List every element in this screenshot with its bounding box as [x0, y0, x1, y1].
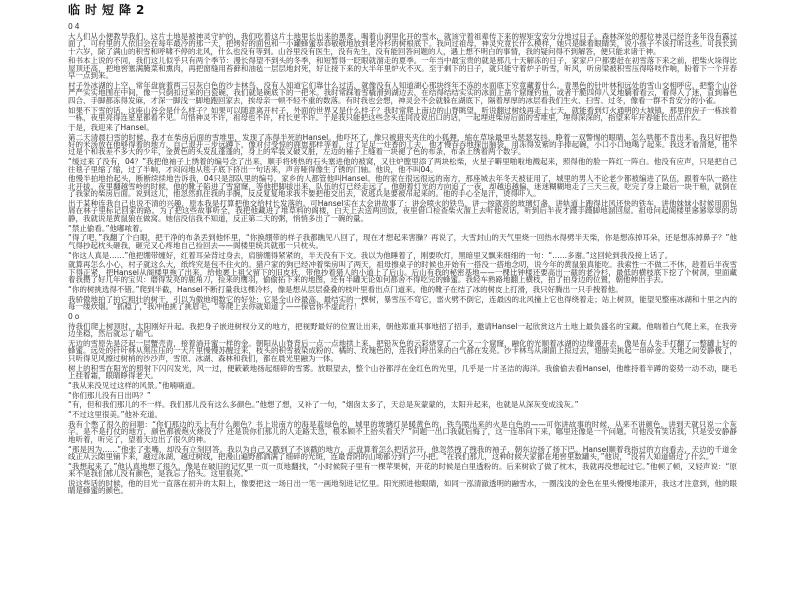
story-paragraph: 说这些话的时候，他的目光一直落在初升的太阳上，像要把这一场日出一笔一画地刻进记忆里。阳光照进他眼睛，如同一泓清澈透明的融雪水，一圈浅浅的金色在里头慢慢地漾开，我这才注意到，他的眼睛是蜂蜜的颜色。 [68, 479, 737, 496]
story-paragraph: 我骄傲地拍了拍它粗壮的树干，引以为傲地细数它的好处：它是全山谷最高、最结实的一棵树，暴雪压不弯它，雷火劈不倒它，连最凶的北风撞上它也得绕着走；站上树顶，能望见整座冰湖和十里之内的每一缕炊烟。“抓稳了，”我冲他挑了挑眉毛，“等爬上去你就知道了——保管你不虚此行！” [68, 294, 737, 312]
story-paragraph: “你的树挑选得不错。”爬到半截，Hansel不断打量我这棵冷杉，像是想从层层叠叠的枝叶里看出点门道来。他的靴子在结了冰的树皮上打滑，我只好腾出一只手拽着他。 [68, 285, 623, 295]
story-paragraph: 出于某种连我自己也说不清的兴趣，原本我是打算把他交给村长发落的。可Hansel实在太会讲故事了：讲会喷火的铁鸟，讲一按就亮的玻璃灯盏，讲轨道上跑得比风还快的铁车，讲他妹妹小时候用面包屑在林子里标记回家的路。为了把这些故事听全，我把他藏进了堆草料的阁楼，白天上去送两回饭，夜里借口检查柴火溜上去听他说话，听到后半夜才蹑手蹑脚地溜回屋。祖母问起阁楼里窸窸窣窣的动静，我就说是黄鼠狼在做窝。她信没信我不知道，反正第二天的粥，悄悄多出了一碗的量。 [68, 199, 737, 223]
story-paragraph: “不过这里很美。”他补充道。 [68, 410, 163, 420]
story-paragraph: “有，但和我们那儿的不一样。我们那儿没有这么多颜色。”他想了想，又补了一句，“烟囱太多了，天总是灰蒙蒙的，太阳升起来，也就是从深灰变成浅灰。” [68, 400, 579, 410]
chapter-marker: 04 [68, 22, 82, 31]
story-paragraph: 如果不下雪的话，这座山谷会是什么样子？如果可以随意离开村子，外面的世界又是什么样子？我时常爬上南边的山脊眺望，听说翻过树线再走上七天，就能看到灯火通明的大城镇，那里的房子一栋挨着一栋，夜里亮得连星星都看不见。可惜神灵不许，祖母也不许，村长更不许。于是我只能把这些念头连同没说出口的话，一起埋进柴房后面的雪堆里，埋得深深的，指望来年开春能长出点什么。 [68, 105, 737, 123]
story-paragraph: 和书本上说的不同，我们这儿似乎只有两个季节：漫长得望不到头的冬季，和短暂得一眨眼就溜走的夏季。一年当中最宝贵的就是那几十天解冻的日子，家家户户都要赶在初雪落下来之前，把柴火垛得比屋顶还高，把地窖塞满腌菜和熏肉，再把窗缝用苔藓和油毡一层层地封死，好让接下来的大半年里炉火不灭。至于剩下的日子，就只能守着炉子听雪，听风，听房梁被积雪压得咯吱作响，盼着下一个开春早一点到来。 [68, 56, 737, 81]
story-paragraph: 于是，我迎来了Hansel。 [68, 122, 154, 132]
story-paragraph: “那是因为……”他张了张嘴，却没有立刻回答。我以为自己又戳到了不该戳的地方，正盘算着怎么把话岔开，他忽然拽了拽我的袖子，朝东边扬了扬下巴。Hansel顺着我指过的方向看去，天边的千道金线正从云隙里铺下来，越过冰湖，越过树线，把漫山遍野都洒满了细碎的光斑，连最背阴的山坳都分到了一小把。“在我们那儿，这种时候大家都在地窖里数罐头，”他说，“没有人知道错过了什么。” [68, 444, 737, 462]
story-paragraph: 我有个憋了很久的问题：“你们那边的天上有什么颜色？书上说南方的海是蓝绿色的，城里的玻璃灯是暖黄色的，铁鸟喷出来的火是白色的——可你讲故事的时候，从来不讲颜色，讲到天就只说一个灰字。是不是打仗的地方，颜色都被炮火烧没了？还是说你们那儿的人走路太急，根本顾不上抬头看天？”问题一出口我就后悔了，这一连串问下来，哪里还像是一个问题。可他没有笑话我，只是安安静静地听着，听完了，望着天边出了很久的神。 [68, 420, 737, 444]
story-paragraph: “缓过来了没有，04？”我把他袖子上绣着的编号念了出来，顺手将烤热的石头塞进他的被窝，又往炉膛里添了两块松柴，火星子噼里啪啦地溅起来，照得他的脸一阵红一阵白。他没有应声，只是把自己往毯子里缩了缩，过了半晌，才闷闷地从毯子底下挤出一句话来，声音哑得像生了锈的门轴。他说，他不叫04。 [68, 157, 737, 174]
story-paragraph: “我从来没见过这样的风景。”他喃喃道。 [68, 380, 200, 390]
story-paragraph: 待我们爬上树顶时，太阳刚好升起。我把身子嵌进树杈分叉的地方，把视野最好的位置让出来，朝他郑重其事地招了招手，邀请Hansel一起欣赏这片土地上最负盛名的宝藏。他喘着白气爬上来，在我旁边坐稳，然后就忘了喘气。 [68, 321, 737, 339]
page-title: 临时短降2 [68, 3, 150, 17]
story-paragraph: “你们那儿没有日出吗？” [68, 390, 151, 400]
story-paragraph: 无边的雪原先是泛起一层蟹壳青，接着淌开蜜一样的金。朝阳从山脊背后一点一点地拱上来，把铅灰色的云彩烧穿了一个又一个窟窿，融化的光顺着冰湖的边缘漫开去，像是有人失手打翻了一整罐上好的蜂蜜。远处的针叶林从黑压压的一大片里慢慢苏醒过来，枝头的积雪被染成粉的、橘的、玫瑰色的，连我们呼出来的白气都在发亮。沙卡林鸟从湖面上掠过去，翅膀尖挑起一串碎金。天地之间安静极了，只听得见风擦过树梢的沙沙声，雪原、冰湖、森林和我们，都在晨光里融为一体。 [68, 339, 737, 363]
story-paragraph: 第二天清晨扫雪的时候，我才在柴房后面的雪堆里，发现了冻得半死的Hansel。他吓坏了，像只被猎夹夹住的小狐狸，缩在草垛最里头瑟瑟发抖，睁着一双警惕的眼睛，怎么哄都不肯出来。我只好把热好的米汤放在他够得着的地方，自己退开三步远蹲下，像对付受惊的鹿崽那样等着。过了足足一炷香的工夫，他才慢吞吞地探出脑袋，用冻得发紫的手捧起碗，小口小口地喝了起来。我这才看清楚，他不过是个和我差不多大的少年，金黄色的头发乱蓬蓬的，身上的军装又破又脏，左边的袖子上缝着一块褪了色的布条，布条上绣着两个数字。 [68, 132, 737, 157]
paragraph-list [68, 23, 737, 495]
scene-separator: 0o [68, 312, 82, 322]
story-paragraph: “禁止偷看。”他嘟哝着。 [68, 223, 148, 233]
story-paragraph: 树上的积雪在阳光的照射下闪闪发光，风一过，便簌簌地扬起细碎的雪雾。放眼望去，整个山谷都浮在金红色的光里，几乎是一片圣洁的海洋。我偷偷去看Hansel，他维持着半蹲的姿势一动不动，睫毛上挂着霜，眼睛睁得老大。 [68, 363, 737, 381]
story-paragraph: 他慢半拍地抬起头，断断续续地告诉我，04只是部队里的编号，家乡的人都管他叫Hansel。他的家在很远很远的南方，那座城去年冬天被征用了，城里的男人不论老少都被编进了队伍，跟着车队一路往北开拔。夜里翻越雪岭的时候，他的靴子陷进了雪窟窿，等他把脚拔出来，队伍的灯已经走远了。他朝着灯光的方向追了一夜，却越追越偏，迷迷糊糊地走了三天三夜，吃完了身上最后一块干粮，就倒在了我家的柴房后面。说到这儿，他忽然抓住我的手腕，反反复复地求我不要把他交出去，说逃兵是要被吊起来的。他的手心全是汗，烫得吓人。 [68, 174, 737, 199]
story-paragraph: “你这人真是……”他把绷带缠好，红着耳朵背过身去，肩膀绷得紧紧的，半天没有下文。我以为他睡着了，刚要吹灯，黑暗里又飘来细细的一句：“……多谢。”这回轮到我没接上话了。 [68, 250, 673, 260]
story-paragraph: 村子外冰湖的上空，常年盘旋着两三只灰白色的沙卡林鸟，没有人知道它们靠什么过活，就像没有人知道湖心那块终年不冻的水面底下究竟藏着什么。青黑色的针叶林和远处的雪山交相呼应，把整个山谷严严实实地围在中间，像一只倒扣过来的白瓷碗，我们就是碗底下的一把米。我时常踩着雪橇滑到湖边去，在结得结结实实的冰面上凿个窟窿钓鱼，或者干脆四仰八叉地躺着看云，看得入了迷，直到暮色四合、手脚都冻得发麻，才深一脚浅一脚地跑回家去，挨母亲一顿不轻不重的数落。有时我也会想，神灵会不会就躲在湖底下，隔着厚厚的冰层看我们生火、扫雪、过冬，像看一群不肯安分的小雀。 [68, 81, 737, 105]
story-paragraph: 大人们从小便教导我们，这片土地是被神灵守护的，我们吃着这片土地里长出来的黑麦，喝着山涧里化开的雪水，就该守着祖辈传下来的规矩安安分分地过日子。森林深处的那位神灵已经许多年没有露过面了，可村里的人依旧会在每年最冷的那一天，把烤好的面包和一小罐蜂蜜恭恭敬敬地放到老冷杉的树根底下。我问过祖母，神灵究竟长什么模样，她只是眯着眼睛笑，说小孩子不该打听这些。可我长到十六岁，除了满山的积雪和呼啸不停的北风，什么也没有等到。山谷里没有医生，没有先生，没有能回答问题的人，遇上想不明白的事情，我的疑问得不到解答，便只能求诸于神。 [68, 31, 737, 56]
story-paragraph: “我想起来了，”他认真地想了很久，像是在破旧的记忆里一页一页地翻找，“小时候院子里有一棵苹果树，开花的时候是白里透粉的。后来树砍了做了枕木，我就再没想起过它。”他顿了顿，又轻声说：“原来不是我们那儿没有颜色，是我忘了抬头。这里很亮。” [68, 461, 737, 479]
story-paragraph: 就算再怎么小心，村子就这么大，纸终究是包不住火的。猎户家的狗已经冲着柴房叫了两天，祖母擦桌子的时候也开始有一搭没一搭地念叨，说今年的黄鼠狼真能吃。我索性一不做二不休，趁着后半夜雪下得正紧，把Hansel从阁楼里拖了出来，给他裹上祖父留下的旧皮袄，带他抄着猎人的小道上了后山。后山有我的秘密基地——一棵比钟楼还要高出一截的老冷杉，最低的横枝底下挖了个树洞，里面藏着我攒了好几年的宝贝：磨得发亮的鹿角刀，捡来的鹰羽，偷偷拓下来的地图，还有半罐无论如何都舍不得吃完的蜂蜜。我轻车熟路地翻上横枝，拍了拍身边的位置，朝他伸出手去。 [68, 260, 737, 285]
story-paragraph: “得了吧，”我翻了个白眼，把干净的布条丢到他怀里，“你换绷带的样子我都瞧见八回了，现在才想起来害臊？再说了，大雪封山的天气里烧一回热水得劈半天柴，你是想冻掉耳朵，还是想冻掉鼻子？”他气得抄起枕头砸我，砸完又心疼地自己捡回去——阁楼里统共就那一只枕头。 [68, 233, 737, 250]
